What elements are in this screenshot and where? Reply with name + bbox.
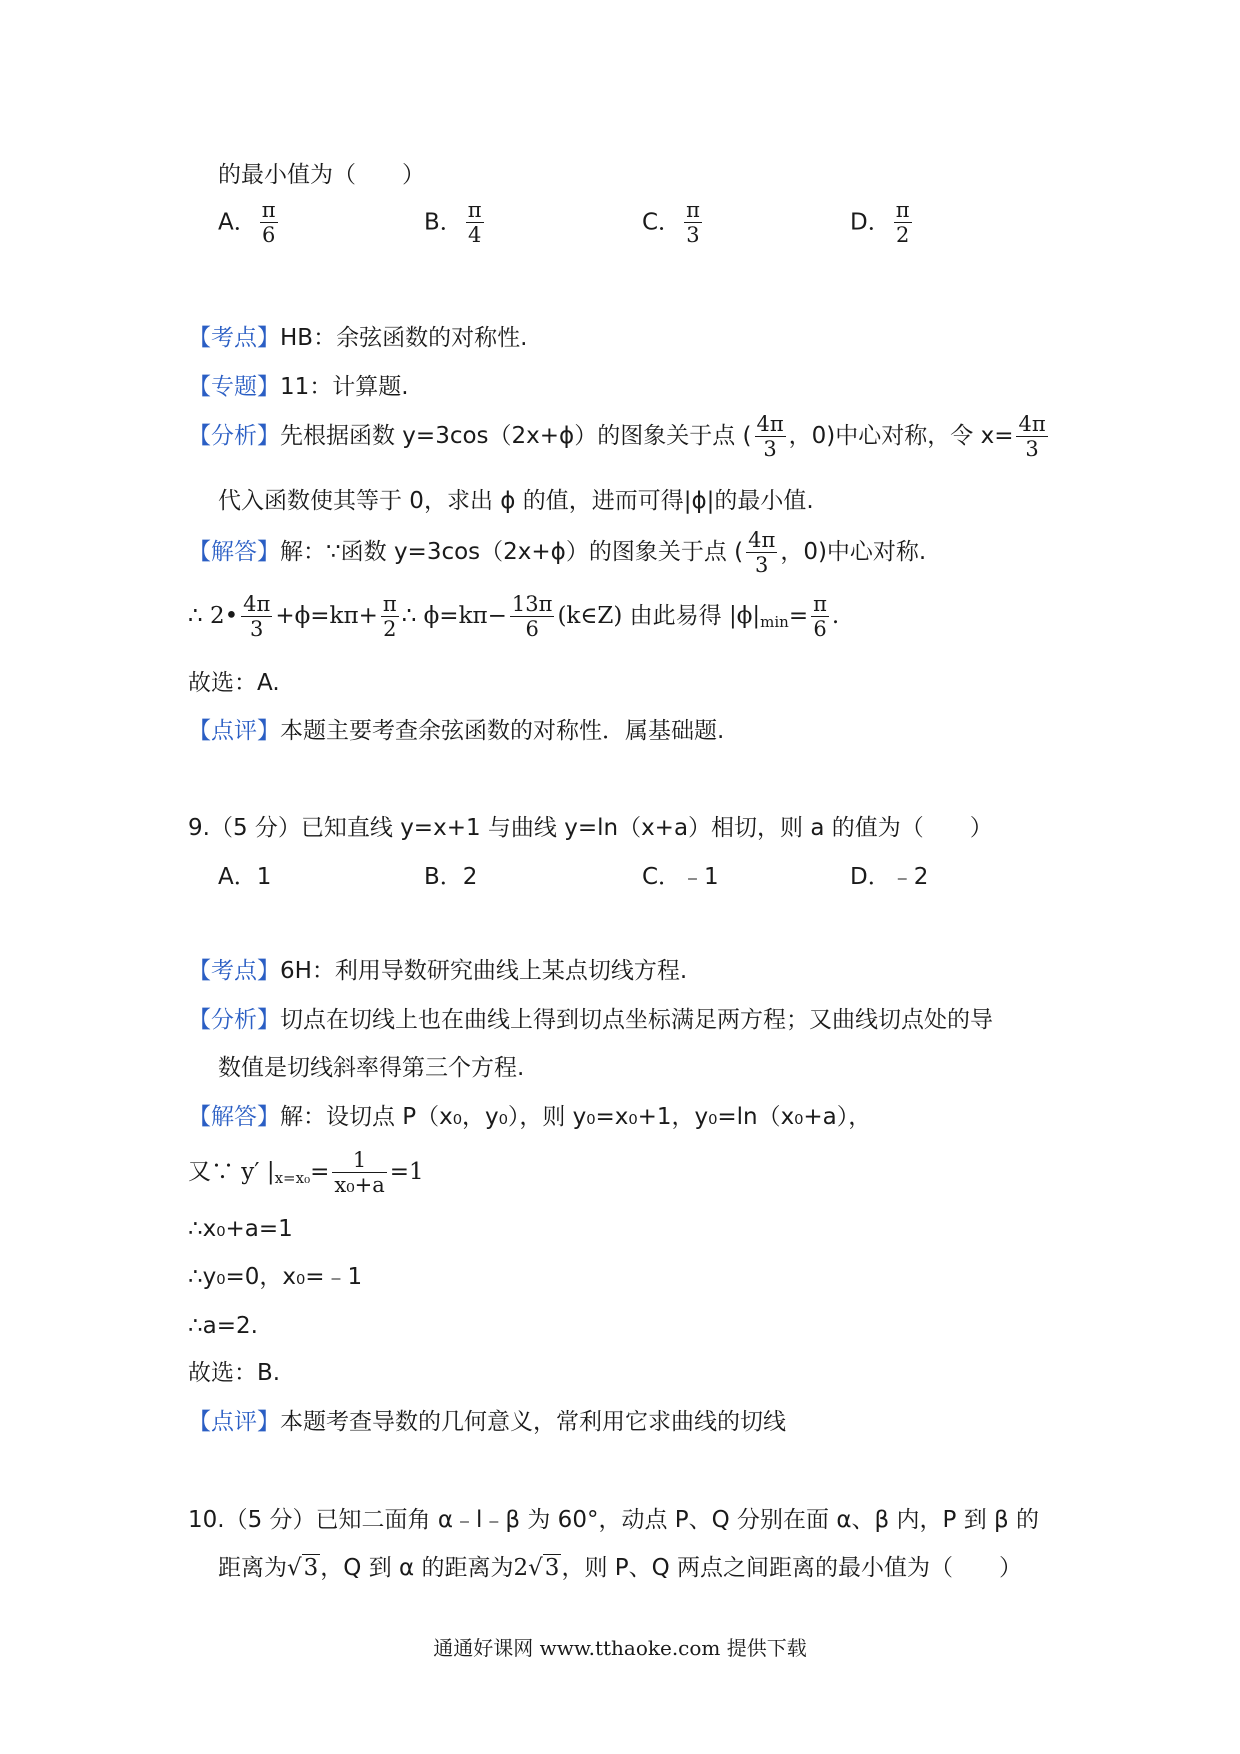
section-tag: 【专题】 — [188, 374, 280, 400]
coefficient: 2 — [513, 1555, 529, 1581]
sqrt-expression: √3 — [287, 1555, 319, 1581]
numerator: π — [382, 592, 397, 616]
numerator: π — [261, 198, 276, 222]
q8-fenxi-line2: 代入函数使其等于 0，求出 ϕ 的值，进而可得|ϕ|的最小值. — [218, 488, 814, 514]
q9-derivative-line — [188, 1148, 424, 1197]
denominator: 2 — [895, 223, 910, 247]
fraction — [381, 592, 399, 641]
q9-kaodian — [188, 956, 687, 986]
q8-solution-step — [188, 592, 839, 641]
numerator: π — [895, 198, 910, 222]
fraction — [1016, 412, 1047, 461]
q9-option-b: B．2 — [424, 864, 478, 890]
section-tag: 【考点】 — [188, 325, 280, 351]
denominator: 6 — [261, 223, 276, 247]
subscript: x=x₀ — [274, 1169, 311, 1187]
numerator: 4π — [243, 592, 271, 616]
numerator: π — [813, 592, 827, 616]
math-text: (k∈Z) 由此易得 |ϕ| — [557, 603, 761, 629]
numerator: π — [686, 198, 700, 222]
section-tag: 【分析】 — [188, 423, 280, 449]
section-text: 解：设切点 P（x₀，y₀），则 y₀=x₀+1，y₀=ln（x₀+a）， — [280, 1104, 872, 1130]
text: ，则 P、Q 两点之间距离的最小值为（ ） — [561, 1555, 1023, 1581]
fraction — [755, 412, 786, 461]
q9-step-2: ∴y₀=0，x₀=﹣1 — [188, 1264, 363, 1290]
q8-answer: 故选：A. — [188, 670, 280, 696]
denominator: 3 — [763, 437, 777, 461]
denominator: x₀+a — [334, 1173, 385, 1197]
q9-answer: 故选：B. — [188, 1360, 281, 1386]
section-text: 本题主要考查余弦函数的对称性．属基础题. — [280, 718, 725, 744]
q8-fenxi — [188, 412, 1051, 461]
numerator: 13π — [511, 592, 553, 616]
section-tag: 【解答】 — [188, 1104, 280, 1130]
text: 距离为 — [218, 1555, 287, 1581]
q9-stem: 9.（5 分）已知直线 y=x+1 与曲线 y=ln（x+a）相切，则 a 的值为（ ） — [188, 815, 993, 841]
math-text: =1 — [389, 1159, 424, 1185]
math-text: . — [831, 603, 840, 629]
numerator: 4π — [748, 528, 776, 552]
denominator: 6 — [525, 617, 539, 641]
q9-step-3: ∴a=2. — [188, 1313, 258, 1339]
numerator: π — [467, 198, 482, 222]
q9-fenxi — [188, 1005, 993, 1035]
section-text: 11：计算题. — [280, 374, 409, 400]
fraction — [241, 592, 272, 641]
q8-option-a — [218, 198, 281, 247]
radicand: 3 — [303, 1555, 319, 1581]
q10-line2 — [218, 1553, 1022, 1583]
q8-option-c — [642, 198, 705, 247]
page-footer: 通通好课网 www.tthaoke.com 提供下载 — [433, 1636, 807, 1660]
section-text: ，0)中心对称，令 x= — [788, 423, 1014, 449]
section-tag: 【分析】 — [188, 1007, 280, 1033]
q8-option-d — [850, 198, 915, 247]
denominator: 3 — [755, 553, 769, 577]
math-text: ∴ ϕ=kπ− — [401, 603, 507, 629]
fraction — [684, 198, 702, 247]
section-text: HB：余弦函数的对称性. — [280, 325, 528, 351]
section-text: 切点在切线上也在曲线上得到切点坐标满足两方程；又曲线切点处的导 — [280, 1007, 993, 1033]
q9-fenxi-line2: 数值是切线斜率得第三个方程. — [218, 1055, 525, 1081]
numerator: 4π — [756, 412, 784, 436]
option-label: D． — [850, 209, 891, 236]
denominator: 3 — [1025, 437, 1039, 461]
section-tag: 【点评】 — [188, 1409, 280, 1435]
subscript: min — [760, 613, 789, 631]
fraction — [811, 592, 829, 641]
section-tag: 【解答】 — [188, 539, 280, 565]
q9-step-1: ∴x₀+a=1 — [188, 1216, 293, 1242]
option-label: A． — [218, 209, 257, 236]
fraction — [260, 198, 278, 247]
q9-option-d: D．﹣2 — [850, 864, 929, 890]
denominator: 4 — [468, 223, 482, 247]
fraction — [746, 528, 777, 577]
text: ，Q 到 α 的距离为 — [320, 1555, 514, 1581]
fraction — [510, 592, 555, 641]
math-text: +ϕ=kπ+ — [275, 603, 378, 629]
q10-line1: 10.（5 分）已知二面角 α﹣l﹣β 为 60°，动点 P、Q 分别在面 α、β 内，P 到 β 的 — [188, 1507, 1039, 1533]
q8-stem-tail: 的最小值为（ ） — [218, 162, 425, 188]
fraction — [894, 198, 912, 247]
math-text: = — [310, 1159, 330, 1185]
q8-kaodian — [188, 323, 527, 353]
q8-jieda — [188, 528, 926, 577]
radicand: 3 — [544, 1555, 560, 1581]
section-text: 先根据函数 y=3cos（2x+ϕ）的图象关于点 ( — [280, 423, 752, 449]
section-text: ，0)中心对称. — [780, 539, 927, 565]
math-text: ∴ 2• — [188, 603, 239, 629]
section-tag: 【点评】 — [188, 718, 280, 744]
q8-zhuanti — [188, 372, 409, 402]
q9-jieda — [188, 1102, 871, 1132]
q8-option-b — [424, 198, 487, 247]
q9-option-c: C．﹣1 — [642, 864, 719, 890]
fraction — [466, 198, 484, 247]
section-tag: 【考点】 — [188, 958, 280, 984]
sqrt-expression: 2√3 — [513, 1555, 560, 1581]
section-text: 解：∵函数 y=3cos（2x+ϕ）的图象关于点 ( — [280, 539, 744, 565]
option-label: C． — [642, 209, 682, 236]
denominator: 2 — [383, 617, 397, 641]
q8-dianping — [188, 716, 724, 746]
option-label: B． — [424, 209, 463, 236]
q9-option-a: A．1 — [218, 864, 272, 890]
fraction — [332, 1148, 386, 1197]
denominator: 6 — [813, 617, 827, 641]
math-text: = — [788, 603, 809, 629]
denominator: 3 — [250, 617, 264, 641]
math-text: 又∵ y′ | — [188, 1159, 275, 1185]
denominator: 3 — [686, 223, 700, 247]
q9-dianping — [188, 1407, 786, 1437]
numerator: 1 — [332, 1148, 386, 1173]
section-text: 本题考查导数的几何意义，常利用它求曲线的切线 — [280, 1409, 786, 1435]
numerator: 4π — [1018, 412, 1046, 436]
section-text: 6H：利用导数研究曲线上某点切线方程. — [280, 958, 688, 984]
